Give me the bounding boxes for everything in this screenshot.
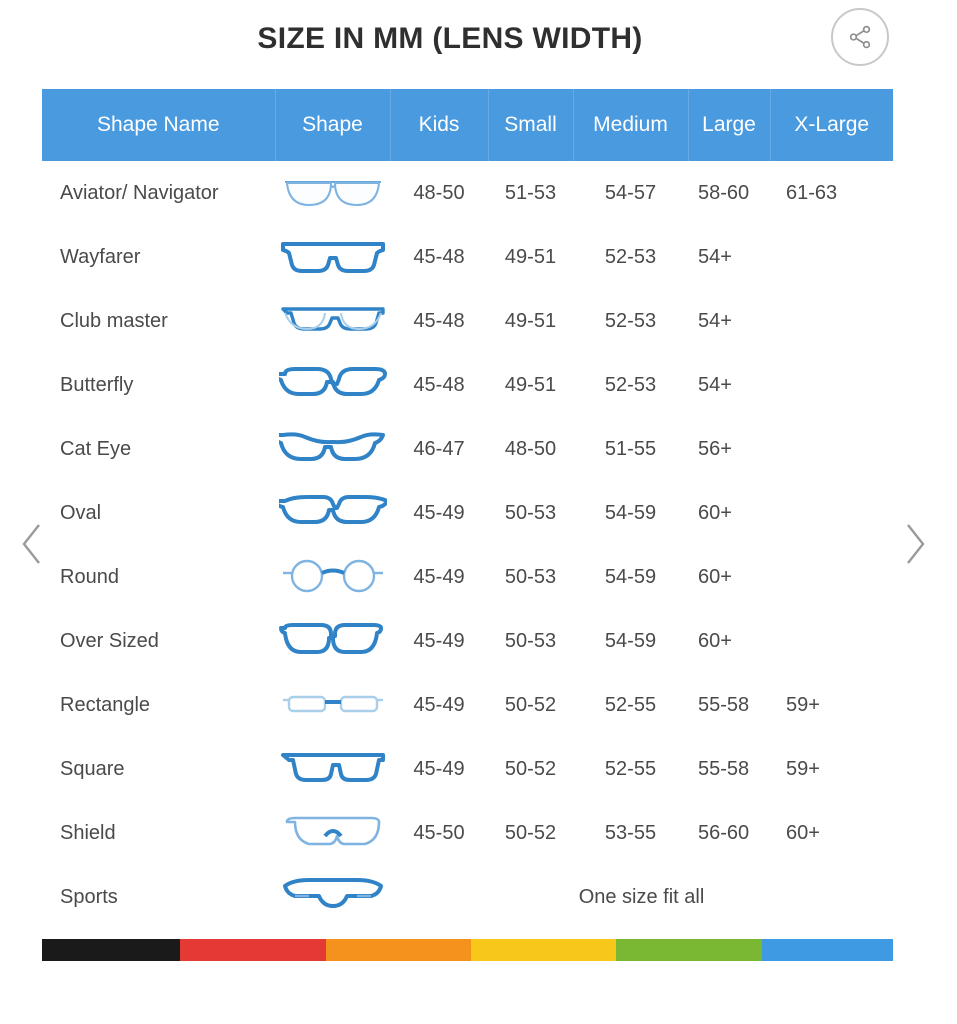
column-header-shape-name: Shape Name xyxy=(42,89,275,161)
size-medium: 52-53 xyxy=(573,289,688,353)
shape-name: Sports xyxy=(42,865,275,929)
shape-cell xyxy=(275,737,390,801)
size-xlarge xyxy=(770,417,893,481)
chevron-right-icon xyxy=(902,521,928,567)
shape-name: Square xyxy=(42,737,275,801)
shape-cell xyxy=(275,417,390,481)
column-header-kids: Kids xyxy=(390,89,488,161)
size-xlarge xyxy=(770,481,893,545)
shape-cell xyxy=(275,609,390,673)
size-small: 50-53 xyxy=(488,481,573,545)
size-xlarge xyxy=(770,353,893,417)
column-header-medium: Medium xyxy=(573,89,688,161)
green-segment xyxy=(616,939,762,961)
size-kids: 45-50 xyxy=(390,801,488,865)
table-row xyxy=(42,545,893,609)
size-medium: 54-57 xyxy=(573,161,688,225)
shape-name: Butterfly xyxy=(42,353,275,417)
size-kids: 45-49 xyxy=(390,545,488,609)
clubmaster-glasses-icon xyxy=(279,300,387,342)
size-xlarge: 60+ xyxy=(770,801,893,865)
size-medium: 54-59 xyxy=(573,545,688,609)
size-large: 54+ xyxy=(688,353,770,417)
size-kids: 45-49 xyxy=(390,737,488,801)
size-kids: 45-48 xyxy=(390,289,488,353)
square-glasses-icon xyxy=(279,748,387,790)
table-row xyxy=(42,865,893,929)
size-table xyxy=(42,89,893,929)
size-kids: 45-49 xyxy=(390,609,488,673)
size-xlarge xyxy=(770,225,893,289)
size-xlarge xyxy=(770,609,893,673)
size-large: 60+ xyxy=(688,481,770,545)
size-medium: 52-53 xyxy=(573,225,688,289)
size-medium: 54-59 xyxy=(573,609,688,673)
shape-name: Wayfarer xyxy=(42,225,275,289)
shape-cell xyxy=(275,545,390,609)
shape-cell xyxy=(275,225,390,289)
size-small: 50-53 xyxy=(488,609,573,673)
size-large: 58-60 xyxy=(688,161,770,225)
shape-name: Round xyxy=(42,545,275,609)
size-large: 55-58 xyxy=(688,737,770,801)
shape-name: Club master xyxy=(42,289,275,353)
size-large: 54+ xyxy=(688,225,770,289)
oversized-glasses-icon xyxy=(279,620,387,662)
size-large: 56+ xyxy=(688,417,770,481)
table-row xyxy=(42,801,893,865)
shape-cell xyxy=(275,161,390,225)
size-kids: 45-48 xyxy=(390,225,488,289)
size-medium: 52-55 xyxy=(573,737,688,801)
shield-glasses-icon xyxy=(279,812,387,854)
shape-name: Aviator/ Navigator xyxy=(42,161,275,225)
size-kids: 45-48 xyxy=(390,353,488,417)
butterfly-glasses-icon xyxy=(279,364,387,406)
shape-cell xyxy=(275,353,390,417)
table-row xyxy=(42,609,893,673)
table-row xyxy=(42,225,893,289)
round-glasses-icon xyxy=(279,556,387,598)
blue-segment xyxy=(762,939,893,961)
shape-cell xyxy=(275,865,390,929)
size-medium: 51-55 xyxy=(573,417,688,481)
red-segment xyxy=(180,939,326,961)
shape-cell xyxy=(275,673,390,737)
black-segment xyxy=(42,939,180,961)
size-small: 48-50 xyxy=(488,417,573,481)
column-header-large: Large xyxy=(688,89,770,161)
yellow-segment xyxy=(471,939,616,961)
shape-cell xyxy=(275,289,390,353)
size-xlarge: 61-63 xyxy=(770,161,893,225)
size-medium: 54-59 xyxy=(573,481,688,545)
size-kids: 45-49 xyxy=(390,673,488,737)
column-header-xlarge: X-Large xyxy=(770,89,893,161)
table-row xyxy=(42,737,893,801)
size-large: 56-60 xyxy=(688,801,770,865)
size-kids: 46-47 xyxy=(390,417,488,481)
sports-glasses-icon xyxy=(279,876,387,918)
table-row xyxy=(42,289,893,353)
size-table-container xyxy=(42,89,893,929)
wayfarer-glasses-icon xyxy=(279,236,387,278)
size-xlarge xyxy=(770,289,893,353)
table-row xyxy=(42,161,893,225)
size-kids: 45-49 xyxy=(390,481,488,545)
orange-segment xyxy=(326,939,471,961)
size-small: 50-52 xyxy=(488,673,573,737)
size-medium: 52-55 xyxy=(573,673,688,737)
shape-cell xyxy=(275,481,390,545)
rectangle-glasses-icon xyxy=(279,684,387,726)
aviator-glasses-icon xyxy=(279,172,387,214)
size-small: 50-53 xyxy=(488,545,573,609)
size-xlarge xyxy=(770,545,893,609)
size-xlarge: 59+ xyxy=(770,737,893,801)
column-header-small: Small xyxy=(488,89,573,161)
size-small: 49-51 xyxy=(488,225,573,289)
table-header-row xyxy=(42,89,893,161)
size-small: 50-52 xyxy=(488,737,573,801)
size-small: 50-52 xyxy=(488,801,573,865)
size-small: 49-51 xyxy=(488,289,573,353)
shape-name: Shield xyxy=(42,801,275,865)
shape-name: Cat Eye xyxy=(42,417,275,481)
shape-name: Rectangle xyxy=(42,673,275,737)
next-arrow-button[interactable] xyxy=(895,518,935,570)
shape-name: Over Sized xyxy=(42,609,275,673)
column-header-shape: Shape xyxy=(275,89,390,161)
size-xlarge: 59+ xyxy=(770,673,893,737)
size-medium: 53-55 xyxy=(573,801,688,865)
one-size-label: One size fit all xyxy=(390,865,893,929)
size-large: 60+ xyxy=(688,545,770,609)
shape-cell xyxy=(275,801,390,865)
shape-name: Oval xyxy=(42,481,275,545)
size-large: 60+ xyxy=(688,609,770,673)
oval-glasses-icon xyxy=(279,492,387,534)
cateye-glasses-icon xyxy=(279,428,387,470)
page-title: SIZE IN MM (LENS WIDTH) xyxy=(257,22,643,55)
size-small: 49-51 xyxy=(488,353,573,417)
table-row xyxy=(42,673,893,737)
size-large: 54+ xyxy=(688,289,770,353)
table-row xyxy=(42,417,893,481)
table-row xyxy=(42,481,893,545)
size-medium: 52-53 xyxy=(573,353,688,417)
size-small: 51-53 xyxy=(488,161,573,225)
table-row xyxy=(42,353,893,417)
size-large: 55-58 xyxy=(688,673,770,737)
size-kids: 48-50 xyxy=(390,161,488,225)
color-bar xyxy=(42,939,893,961)
